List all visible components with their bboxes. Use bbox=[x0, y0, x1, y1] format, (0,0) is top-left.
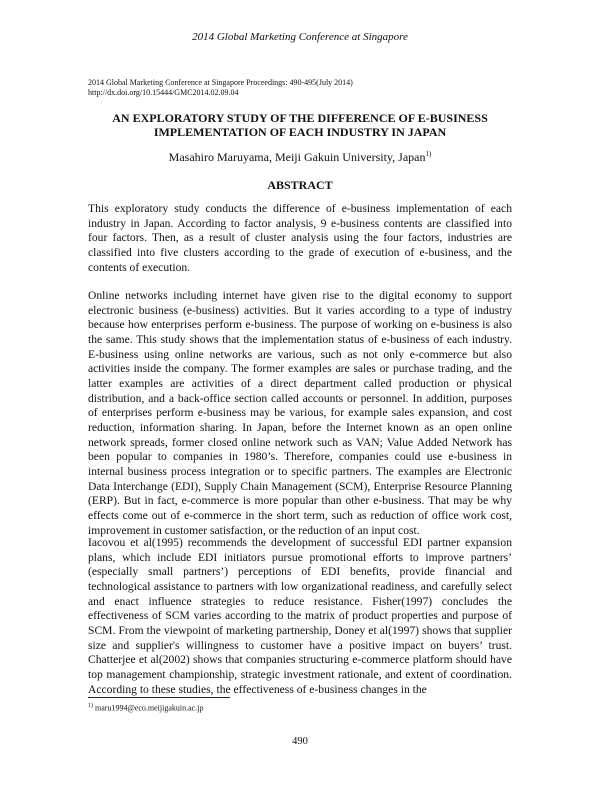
proceedings-citation bbox=[88, 78, 353, 98]
author-name: Masahiro Maruyama, Meiji Gakuin University, Japan bbox=[168, 150, 426, 164]
author-footnote-marker: 1) bbox=[425, 150, 432, 158]
paper-title bbox=[88, 111, 512, 139]
proceedings-line: 2014 Global Marketing Conference at Singapore Proceedings: 490-495(July 2014) bbox=[88, 78, 353, 87]
doi-link[interactable]: http://dx.doi.org/10.15444/GMC2014.02.09.04 bbox=[88, 88, 239, 97]
footnote-divider bbox=[88, 697, 230, 698]
title-line-1: AN EXPLORATORY STUDY OF THE DIFFERENCE OF E-BUSINESS bbox=[112, 111, 488, 125]
running-header: 2014 Global Marketing Conference at Singapore bbox=[192, 31, 408, 43]
footnote-marker: 1) bbox=[88, 703, 93, 709]
literature-paragraph: Iacovou et al(1995) recommends the development of successful EDI partner expansion plans, which include EDI initiators pursue promotional efforts to improve partners’ (especially small partners’) perceptions of EDI benefits, provide financial and technological assistance to partners with low organizational readiness, and carefully select and enact influence strategies to reduce resistance. Fisher(1997) concludes the effectiveness of SCM varies according to the matrix of product properties and purpose of SCM. From the viewpoint of marketing partnership, Doney et al(1997) shows that supplier size and supplier's willingness to customer have a positive impact on buyers’ trust. Chatterjee et al(2002) shows that companies structuring e-commerce platform should have top management championship, strategic investment rationale, and extent of coordination. According to these studies, the effectiveness of e-business changes in the bbox=[88, 536, 512, 696]
page-number: 490 bbox=[292, 736, 308, 747]
title-line-2: IMPLEMENTATION OF EACH INDUSTRY IN JAPAN bbox=[153, 125, 447, 139]
intro-paragraph: Online networks including internet have given rise to the digital economy to support electronic business (e-business) activities. But it varies according to a type of industry because how enterprises perform e-business. The purpose of working on e-business is also the same. This study shows that the implementation status of e-business of each industry. E-business using online networks are various, such as not only e-commerce but also activities inside the company. The former examples are sales or purchase trading, and the latter examples are activities of a direct department called production or physical distribution, and a back-office section called accounts or personnel. In addition, purposes of enterprises perform e-business may be various, for example sales expansion, and cost reduction, information sharing. In Japan, before the Internet known as an open online network spreads, former closed online network such as VAN; Value Added Network has been popular to companies in 1980’s. Therefore, companies could use e-business in internal business process integration or to specific partners. The examples are Electronic Data Interchange (EDI), Supply Chain Management (SCM), Enterprise Resource Planning (ERP). But in fact, e-commerce is more popular than other e-business. That may be why effects come out of e-commerce in the short term, such as reduction of office work cost, improvement in customer satisfaction, or the reduction of an input cost. bbox=[88, 289, 512, 537]
abstract-paragraph: This exploratory study conducts the difference of e-business implementation of each industry in Japan. According to factor analysis, 9 e-business contents are classified into four factors. Then, as a result of cluster analysis using the four factors, industries are classified into five clusters according to the grade of execution of e-business, and the contents of execution. bbox=[88, 202, 512, 274]
abstract-heading: ABSTRACT bbox=[267, 178, 333, 192]
author-line bbox=[88, 150, 512, 165]
footnote-email: maru1994@eco.meijigakuin.ac.jp bbox=[93, 703, 204, 713]
footnote bbox=[88, 703, 203, 713]
